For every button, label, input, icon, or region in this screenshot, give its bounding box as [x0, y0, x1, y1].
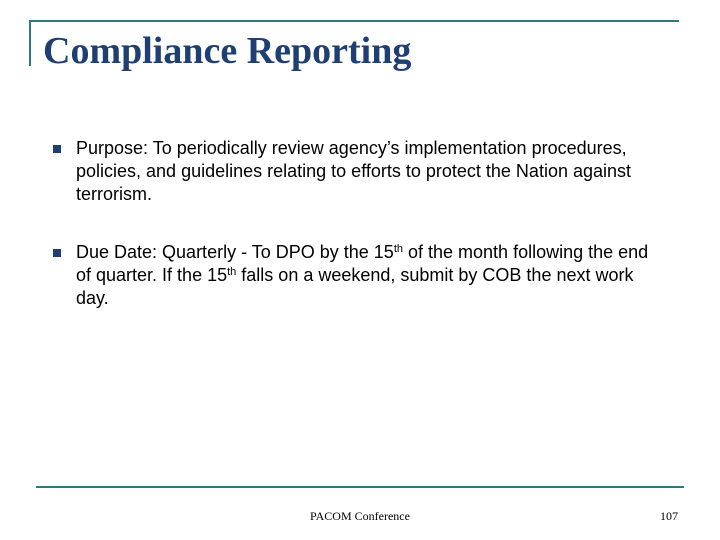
due-date-text-part-3: falls on a weekend, submit by COB the next work day. [76, 265, 634, 308]
square-bullet-icon [53, 249, 61, 257]
footer-conference-name: PACOM Conference [310, 509, 410, 523]
bullet-text-due-date [76, 241, 666, 310]
footer-divider-line [36, 486, 684, 488]
due-date-text-part-2: of the month following the end of quarter. If the 15 [76, 242, 649, 285]
title-frame-horizontal-line [29, 20, 679, 22]
slide-title: Compliance Reporting [43, 30, 412, 72]
due-date-text-part-1: Due Date: Quarterly - To DPO by the 15 [76, 242, 394, 262]
title-frame-vertical-line [29, 20, 31, 66]
ordinal-suffix-2: th [227, 266, 237, 278]
page-number: 107 [660, 509, 678, 523]
bullet-text-purpose: Purpose: To periodically review agency’s implementation procedures, policies, and guidelines relating to efforts to protect the Nation against terrorism. [76, 138, 632, 204]
square-bullet-icon [53, 145, 61, 153]
ordinal-suffix-1: th [393, 243, 403, 255]
